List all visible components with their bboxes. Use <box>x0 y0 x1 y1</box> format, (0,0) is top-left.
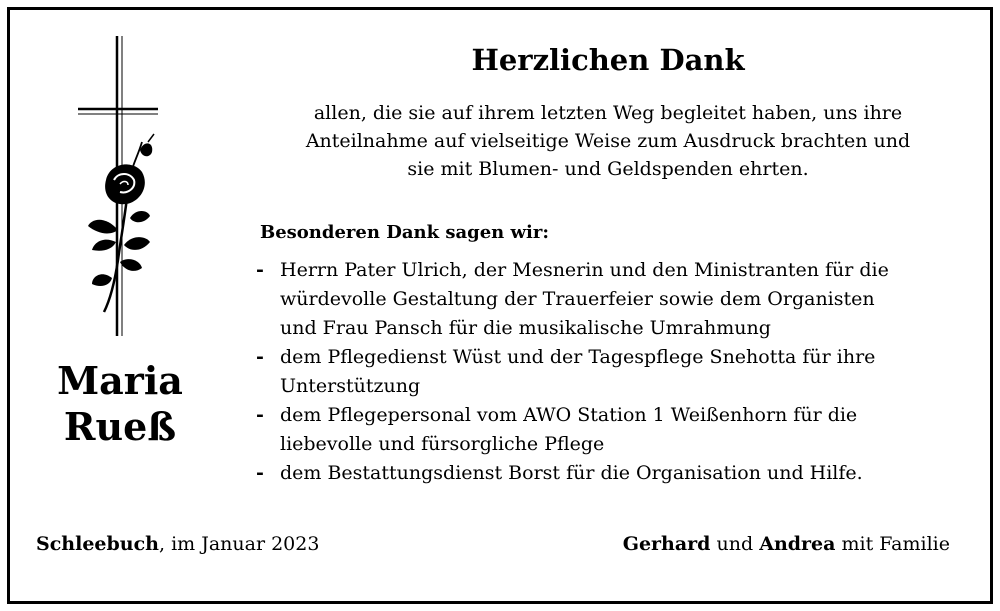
list-item-line: dem Pflegepersonal vom AWO Station 1 Weißenhorn für die <box>280 404 858 426</box>
deceased-last-name: Rueß <box>63 404 177 449</box>
signer-first: Gerhard <box>622 533 711 555</box>
deceased-name <box>0 358 240 450</box>
intro-line: Anteilnahme auf vielseitige Weise zum Ausdruck brachten und <box>305 130 911 152</box>
signer-conjunction: und <box>716 533 754 555</box>
list-item-line: dem Bestattungsdienst Borst für die Organisation und Hilfe. <box>280 462 863 484</box>
thanks-list <box>256 256 971 488</box>
list-item <box>256 401 971 459</box>
signer-suffix: mit Familie <box>841 533 950 555</box>
page-title: Herzlichen Dank <box>471 43 745 77</box>
list-item-line: und Frau Pansch für die musikalische Umrahmung <box>280 317 771 339</box>
list-item-line: dem Pflegedienst Wüst und der Tagespflege Snehotta für ihre <box>280 346 876 368</box>
place-date <box>36 530 319 558</box>
list-item-line: Unterstützung <box>280 375 421 397</box>
list-item <box>256 459 971 488</box>
bullet-dash: - <box>256 346 264 368</box>
intro-line: allen, die sie auf ihrem letzten Weg begleitet haben, uns ihre <box>313 102 903 124</box>
list-item-line: Herrn Pater Ulrich, der Mesnerin und den Ministranten für die <box>280 259 889 281</box>
bullet-dash: - <box>256 462 264 484</box>
cross-with-rose-icon <box>70 30 170 340</box>
special-thanks-heading: Besonderen Dank sagen wir: <box>260 222 549 243</box>
bullet-dash: - <box>256 404 264 426</box>
deceased-first-name: Maria <box>57 358 183 403</box>
intro-text <box>258 99 958 183</box>
place-name: Schleebuch <box>36 533 159 555</box>
signature <box>623 530 950 558</box>
list-item <box>256 343 971 401</box>
list-item <box>256 256 971 343</box>
bullet-dash: - <box>256 259 264 281</box>
list-item-line: liebevolle und fürsorgliche Pflege <box>280 433 605 455</box>
intro-line: sie mit Blumen- und Geldspenden ehrten. <box>407 158 809 180</box>
list-item-line: würdevolle Gestaltung der Trauerfeier sowie dem Organisten <box>280 288 875 310</box>
signer-second: Andrea <box>759 533 836 555</box>
date-text: , im Januar 2023 <box>158 533 320 555</box>
